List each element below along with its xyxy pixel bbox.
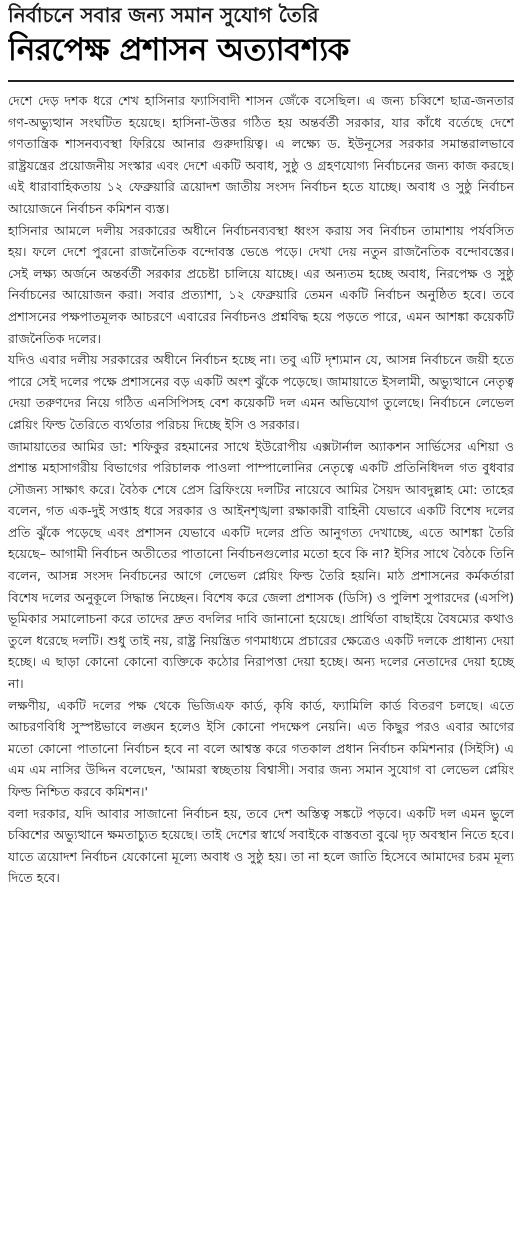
article-paragraph: হাসিনার আমলে দলীয় সরকারের অধীনে নির্বাচনব্যবস্থা ধ্বংস করায় সব নির্বাচন তামাশায় পর্যবসিত হয়। ফলে দেশে পুরনো রাজনৈতিক বন্দোবস্ত ভেঙে পড়ে। দেখা দেয় নতুন রাজনৈতিক বন্দোবস্তের। সেই লক্ষ্য অর্জনে অন্তর্বর্তী সরকার প্রচেষ্টা চালিয়ে যাচ্ছে। এর অন্যতম হচ্ছে অবাধ, নিরপেক্ষ ও সুষ্ঠু নির্বাচনের আয়োজন করা। সবার প্রত্যাশা, ১২ ফেব্রুয়ারি তেমন একটি নির্বাচন অনুষ্ঠিত হবে। তবে প্রশাসনের পক্ষপাতমূলক আচরণে এবারের নির্বাচনও প্রশ্নবিদ্ধ হয়ে পড়তে পারে, এমন আশঙ্কা কয়েকটি রাজনৈতিক দলের। [8, 222, 514, 346]
article-kicker: নির্বাচনে সবার জন্য সমান সুযোগ তৈরি [8, 3, 319, 27]
article-headline: নিরপেক্ষ প্রশাসন অত্যাবশ্যক [8, 32, 349, 68]
article-paragraph: বলা দরকার, যদি আবার সাজানো নির্বাচন হয়, তবে দেশ অস্তিত্ব সঙ্কটে পড়বে। একটি দল এমন ভুলে চব্বিশের অভ্যুত্থানে ক্ষমতাচ্যুত হয়েছে। তাই দেশের স্বার্থে সবাইকে বাস্তবতা বুঝে দৃঢ় অবস্থান নিতে হবে। যাতে ত্রয়োদশ নির্বাচন যেকোনো মূল্যে অবাধ ও সুষ্ঠু হয়। তা না হলে জাতি হিসেবে আমাদের চরম মূল্য দিতে হবে। [8, 805, 514, 886]
article-paragraph: জামায়াতের আমির ডা: শফিকুর রহমানের সাথে ইউরোপীয় এক্সটার্নাল অ্যাকশন সার্ভিসের এশিয়া ও প্রশান্ত মহাসাগরীয় বিভাগের পরিচালক পাওলা পাম্পালোনির নেতৃত্বে একটি প্রতিনিধিদল গত বুধবার সৌজন্য সাক্ষাৎ করে। বৈঠক শেষে প্রেস ব্রিফিংয়ে দলটির নায়েবে আমির সৈয়দ আবদুল্লাহ মো: তাহের বলেন, গত এক-দুই সপ্তাহ ধরে সরকার ও আইনশৃঙ্খলা রক্ষাকারী বাহিনী যেভাবে একটি বিশেষ দলের প্রতি ঝুঁকে পড়েছে এবং প্রশাসন যেভাবে একটি দলের প্রতি আনুগত্য দেখাচ্ছে, এতে আশঙ্কা তৈরি হয়েছে– আগামী নির্বাচন অতীতের পাতানো নির্বাচনগুলোর মতো হবে কি না? ইসির সাথে বৈঠকে তিনি বলেন, আসন্ন সংসদ নির্বাচনের আগে লেভেল প্লেয়িং ফিল্ড তৈরি হয়নি। মাঠ প্রশাসনের কর্মকর্তারা বিশেষ দলের অনুকূলে সিদ্ধান্ত নিচ্ছেন। বিশেষ করে জেলা প্রশাসক (ডিসি) ও পুলিশ সুপারদের (এসপি) ভূমিকার সমালোচনা করে তাদের দ্রুত বদলির দাবি জানানো হয়েছে। প্রার্থিতা বাছাইয়ে বৈষম্যের কথাও তুলে ধরেছে দলটি। শুধু তাই নয়, রাষ্ট্র নিয়ন্ত্রিত গণমাধ্যমে প্রচারের ক্ষেত্রেও একটি দলকে প্রাধান্য দেয়া হচ্ছে। এ ছাড়া কোনো কোনো ব্যক্তিকে কঠোর নিরাপত্তা দেয়া হচ্ছে। অন্য দলের নেতাদের দেয়া হচ্ছে না। [8, 438, 514, 692]
headline-divider [8, 80, 514, 82]
article-paragraph: দেশে দেড় দশক ধরে শেখ হাসিনার ফ্যাসিবাদী শাসন জেঁকে বসেছিল। এ জন্য চব্বিশে ছাত্র-জনতার গণ-অভ্যুত্থান সংঘটিত হয়েছে। হাসিনা-উত্তর গঠিত হয় অন্তর্বর্তী সরকার, যার কাঁধে বর্তেছে দেশে গণতান্ত্রিক শাসনব্যবস্থা ফিরিয়ে আনার গুরুদায়িত্ব। এ লক্ষ্যে ড. ইউনূসের সরকার সমান্তরালভাবে রাষ্ট্রযন্ত্রের প্রয়োজনীয় সংস্কার এবং দেশে একটি অবাধ, সুষ্ঠু ও গ্রহণযোগ্য নির্বাচনের জন্য কাজ করছে। এই ধারাবাহিকতায় ১২ ফেব্রুয়ারি ত্রয়োদশ জাতীয় সংসদ নির্বাচন হতে যাচ্ছে। অবাধ ও সুষ্ঠু নির্বাচন আয়োজনে নির্বাচন কমিশন ব্যস্ত। [8, 93, 514, 216]
article-paragraph: লক্ষণীয়, একটি দলের পক্ষ থেকে ভিজিএফ কার্ড, কৃষি কার্ড, ফ্যামিলি কার্ড বিতরণ চলছে। এতে আচরণবিধি সুস্পষ্টভাবে লঙ্ঘন হলেও ইসি কোনো পদক্ষেপ নেয়নি। এত কিছুর পরও এবার আগের মতো কোনো পাতানো নির্বাচন হবে না বলে আশ্বস্ত করে গতকাল প্রধান নির্বাচন কমিশনার (সিইসি) এ এম এম নাসির উদ্দিন বলেছেন, 'আমরা স্বচ্ছতায় বিশ্বাসী। সবার জন্য সমান সুযোগ বা লেভেল প্লেয়িং ফিল্ড নিশ্চিত করবে কমিশন।' [8, 697, 514, 799]
article-paragraph: যদিও এবার দলীয় সরকারের অধীনে নির্বাচন হচ্ছে না। তবু এটি দৃশ্যমান যে, আসন্ন নির্বাচনে জয়ী হতে পারে সেই দলের পক্ষে প্রশাসনের বড় একটি অংশ ঝুঁকে পড়েছে। জামায়াতে ইসলামী, অভ্যুত্থানে নেতৃত্ব দেয়া তরুণদের নিয়ে গঠিত এনসিপিসহ বেশ কয়েকটি দল এমন অভিযোগ তুলেছে। নির্বাচনে লেভেল প্লেয়িং ফিল্ড তৈরিতে ব্যর্থতার পরিচয় দিচ্ছে ইসি ও সরকার। [8, 352, 514, 432]
article-body [8, 90, 514, 889]
